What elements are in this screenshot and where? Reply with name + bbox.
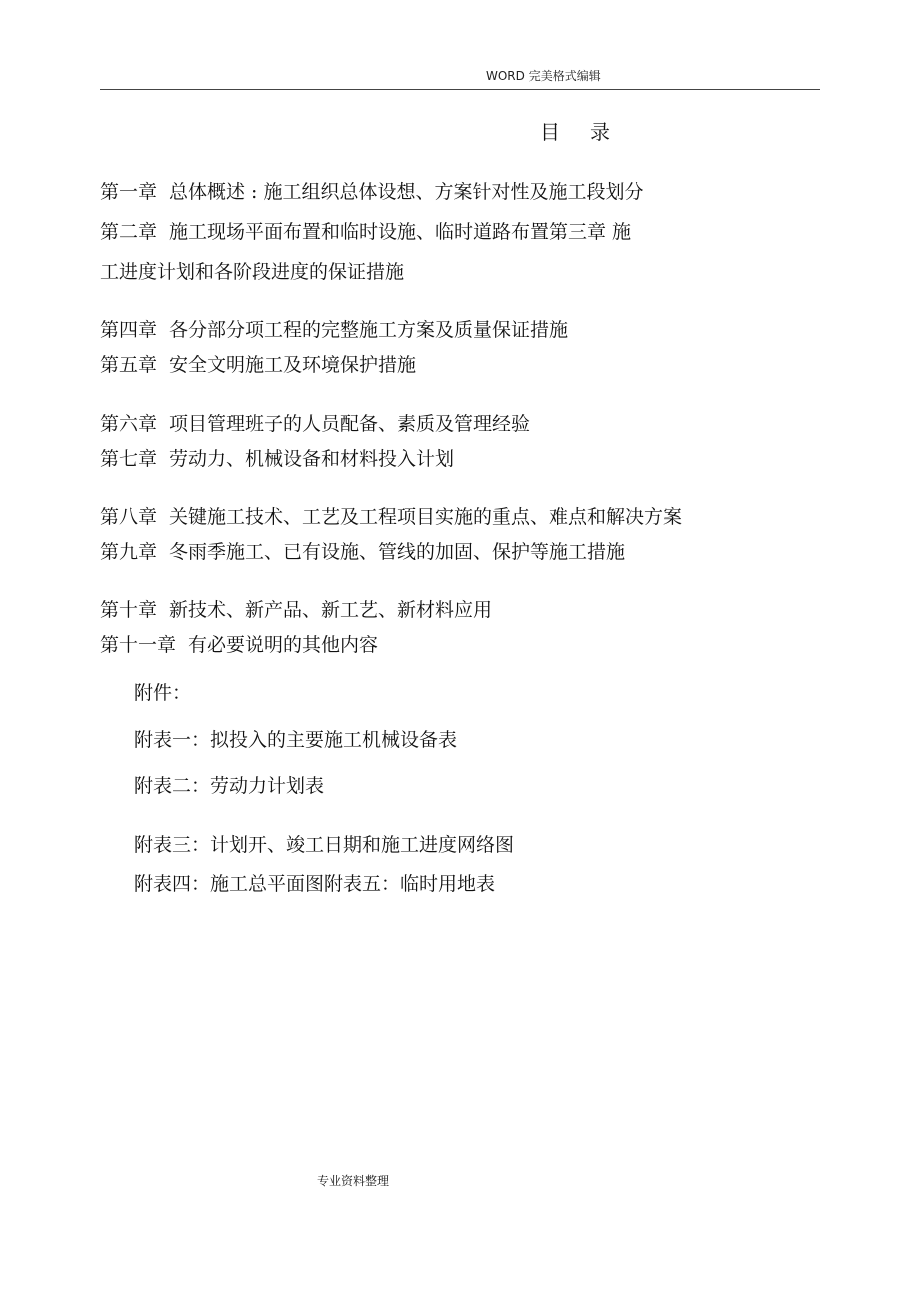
toc-entry bbox=[100, 505, 682, 529]
appendix-item: 附表四：施工总平面图附表五：临时用地表 bbox=[134, 873, 496, 895]
appendix-item: 附表二：劳动力计划表 bbox=[134, 775, 325, 797]
chapter-number: 第八章 bbox=[100, 506, 158, 528]
toc-entry bbox=[100, 540, 625, 564]
appendix-heading: 附件： bbox=[134, 682, 192, 704]
toc-entry bbox=[100, 353, 416, 377]
chapter-title: 有必要说明的其他内容 bbox=[188, 634, 379, 656]
toc-title: 目录 bbox=[540, 120, 640, 144]
chapter-number: 第四章 bbox=[100, 319, 158, 341]
chapter-title: 各分部分项工程的完整施工方案及质量保证措施 bbox=[169, 319, 569, 341]
toc-entry bbox=[100, 220, 631, 244]
page-footer: 专业资料整理 bbox=[317, 1174, 390, 1188]
chapter-number: 第五章 bbox=[100, 354, 158, 376]
header-text: WORD 完美格式编辑 bbox=[486, 69, 601, 83]
page-header bbox=[100, 64, 820, 90]
chapter-title: 项目管理班子的人员配备、素质及管理经验 bbox=[169, 413, 531, 435]
toc-entry bbox=[100, 180, 644, 204]
chapter-number: 第十一章 bbox=[100, 634, 177, 656]
chapter-number: 第九章 bbox=[100, 541, 158, 563]
toc-entry bbox=[100, 598, 492, 622]
toc-entry bbox=[100, 318, 568, 342]
toc-entry bbox=[100, 447, 454, 471]
chapter-title: 劳动力、机械设备和材料投入计划 bbox=[169, 448, 455, 470]
chapter-number: 第一章 bbox=[100, 181, 158, 203]
chapter-number: 第二章 bbox=[100, 221, 158, 243]
chapter-title: 施工现场平面布置和临时设施、临时道路布置第三章 施 bbox=[169, 221, 632, 243]
toc-entry bbox=[100, 260, 404, 284]
toc-entry bbox=[100, 412, 530, 436]
chapter-title: 安全文明施工及环境保护措施 bbox=[169, 354, 417, 376]
chapter-title: 新技术、新产品、新工艺、新材料应用 bbox=[169, 599, 493, 621]
chapter-title: 冬雨季施工、已有设施、管线的加固、保护等施工措施 bbox=[169, 541, 626, 563]
chapter-title: 关键施工技术、工艺及工程项目实施的重点、难点和解决方案 bbox=[169, 506, 683, 528]
chapter-title: 工进度计划和各阶段进度的保证措施 bbox=[100, 261, 405, 283]
appendix-item: 附表三：计划开、竣工日期和施工进度网络图 bbox=[134, 834, 515, 856]
chapter-number: 第七章 bbox=[100, 448, 158, 470]
chapter-number: 第十章 bbox=[100, 599, 158, 621]
toc-entry bbox=[100, 633, 378, 657]
appendix-item: 附表一：拟投入的主要施工机械设备表 bbox=[134, 729, 458, 751]
chapter-title: 总体概述 : 施工组织总体设想、方案针对性及施工段划分 bbox=[169, 181, 644, 203]
chapter-number: 第六章 bbox=[100, 413, 158, 435]
